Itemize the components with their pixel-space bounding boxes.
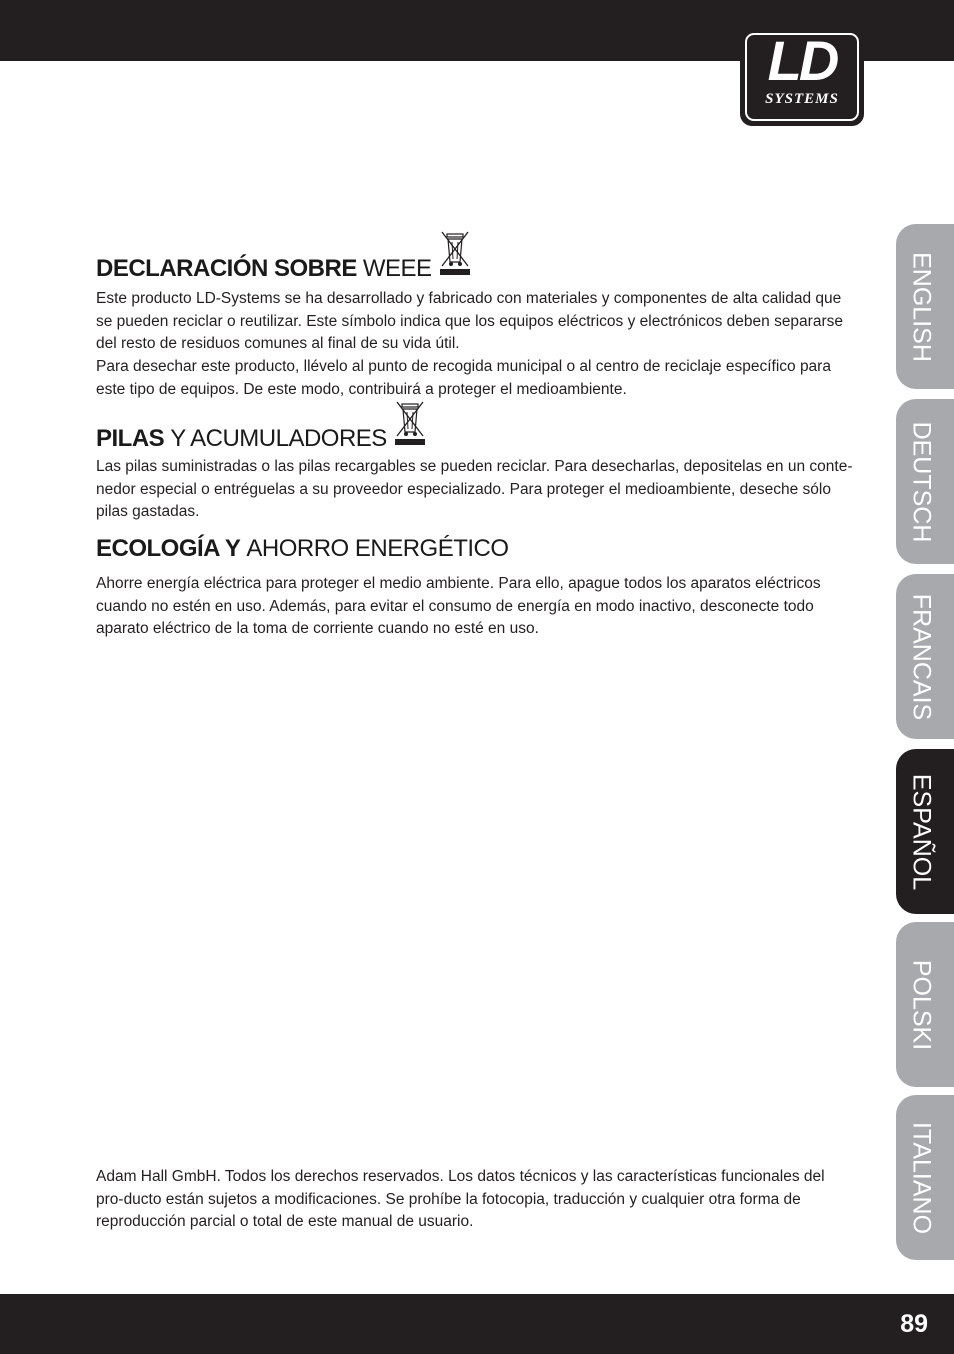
batteries-heading <box>96 398 856 454</box>
tab-espanol-label: ESPAÑOL <box>907 773 936 890</box>
bottom-bar <box>0 1294 954 1354</box>
ecology-section <box>96 534 856 641</box>
tab-deutsch-label: DEUTSCH <box>907 421 936 542</box>
copyright-paragraph: Adam Hall GmbH. Todos los derechos reservados. Los datos técnicos y las características funcionales del pro-ducto están sujetos a modificaciones. Se prohíbe la fotocopia, traducción y cualquier otra forma de reproducción parcial o total de este manual de usuario. <box>96 1168 825 1231</box>
tab-english-label: ENGLISH <box>907 251 936 362</box>
copyright-section <box>96 1166 856 1234</box>
logo-ld-text: LD <box>767 29 837 92</box>
batteries-section <box>96 398 856 524</box>
tab-francais-label: FRANCAIS <box>907 593 936 720</box>
batteries-heading-bold: PILAS <box>96 425 165 452</box>
weee-paragraph-1: Este producto LD-Systems se ha desarrollado y fabricado con materiales y componentes de alta calidad que se pueden reciclar o reutilizar. Este símbolo indica que los equipos eléctricos y electrónicos deben separarse del resto de residuos comunes al final de su vida útil. <box>96 290 843 353</box>
batteries-heading-light: Y ACUMULADORES <box>170 425 387 452</box>
weee-paragraph-2: Para desechar este producto, llévelo al punto de recogida municipal o al centro de reciclaje específico para este tipo de equipos. De este modo, contribuirá a proteger el medioambiente. <box>96 358 831 398</box>
ecology-heading-bold: ECOLOGÍA Y <box>96 535 241 562</box>
tab-francais[interactable] <box>896 574 954 739</box>
weee-heading-light: WEEE <box>362 255 432 282</box>
batteries-paragraph: Las pilas suministradas o las pilas recargables se pueden reciclar. Para desecharlas, depositelas en un conte-nedor especial o entréguelas a su proveedor especializado. Para proteger el medioambiente, deseche sólo pilas gastadas. <box>96 458 853 521</box>
page-number: 89 <box>900 1310 928 1338</box>
ld-systems-logo <box>740 28 864 126</box>
ecology-heading-light: AHORRO ENERGÉTICO <box>246 535 509 562</box>
crossed-out-bin-icon <box>393 398 427 454</box>
weee-section <box>96 228 856 402</box>
tab-polski-label: POLSKI <box>907 959 936 1050</box>
tab-italiano[interactable] <box>896 1095 954 1260</box>
tab-espanol[interactable] <box>896 749 954 914</box>
weee-heading-bold: DECLARACIÓN SOBRE <box>96 255 357 282</box>
logo-systems-text: SYSTEMS <box>765 91 839 107</box>
tab-english[interactable] <box>896 224 954 389</box>
crossed-out-bin-icon <box>438 228 472 284</box>
ecology-heading <box>96 534 856 564</box>
weee-heading <box>96 228 856 284</box>
ecology-paragraph: Ahorre energía eléctrica para proteger el medio ambiente. Para ello, apague todos los aparatos eléctricos cuando no estén en uso. Además, para evitar el consumo de energía en modo inactivo, desconecte todo aparato eléctrico de la toma de corriente cuando no esté en uso. <box>96 575 821 638</box>
tab-italiano-label: ITALIANO <box>907 1121 936 1234</box>
tab-polski[interactable] <box>896 922 954 1087</box>
tab-deutsch[interactable] <box>896 399 954 564</box>
